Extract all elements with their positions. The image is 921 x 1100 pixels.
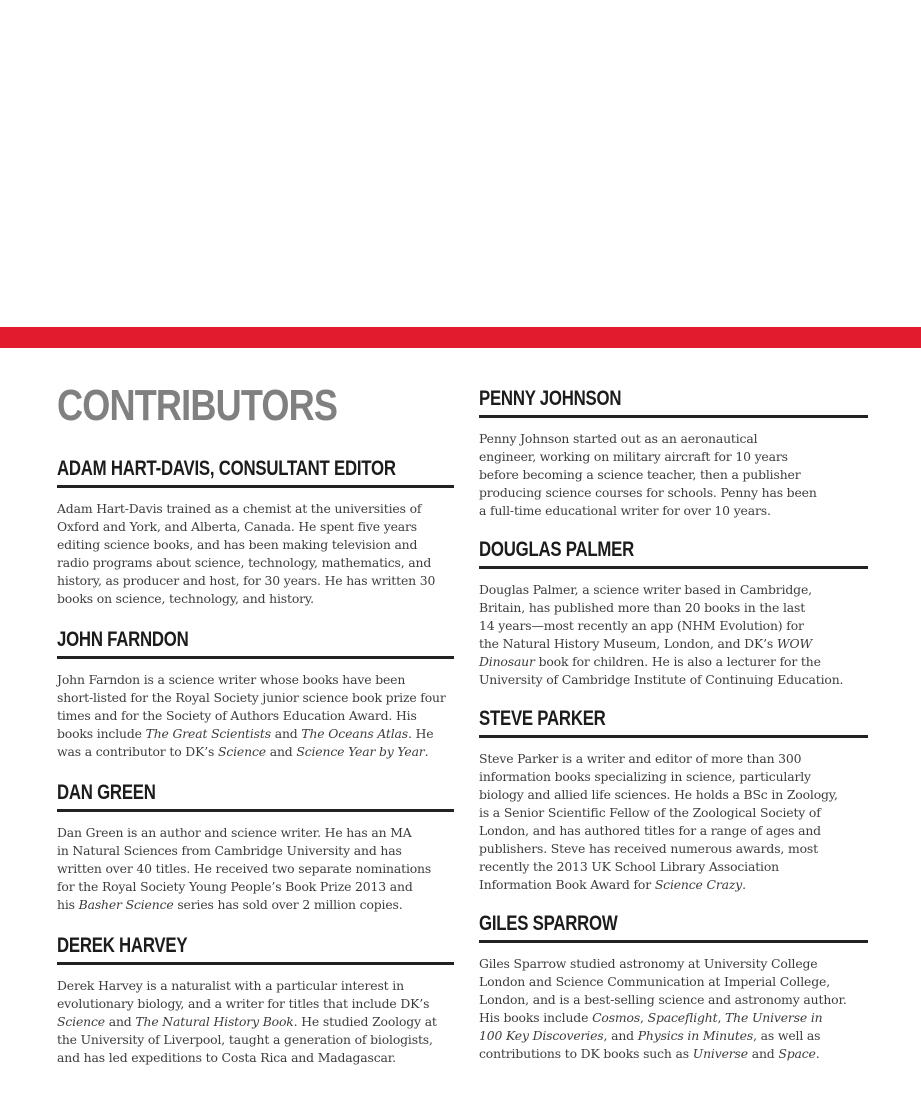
book-title-text: Science xyxy=(57,1014,105,1029)
bio-text: and has led expeditions to Costa Rica and Madagascar. xyxy=(57,1050,396,1065)
contributor-entry xyxy=(479,705,868,894)
bio-line xyxy=(57,590,454,608)
bio-text: before becoming a science teacher, then a publisher xyxy=(479,467,801,482)
contributor-bio xyxy=(57,824,454,914)
contributor-name: ADAM HART-DAVIS, CONSULTANT EDITOR xyxy=(57,457,396,480)
bio-text: the Natural History Museum, London, and DK’s xyxy=(479,636,777,651)
bio-line xyxy=(479,581,868,599)
contributor-entry xyxy=(479,536,868,689)
bio-text: history, as producer and host, for 30 years. He has written 30 xyxy=(57,573,436,588)
bio-text: times and for the Society of Authors Education Award. His xyxy=(57,708,417,723)
contributor-name: STEVE PARKER xyxy=(479,707,606,730)
bio-text: evolutionary biology, and a writer for titles that include DK’s xyxy=(57,996,430,1011)
bio-text: his xyxy=(57,897,79,912)
bio-line xyxy=(479,635,868,653)
contributor-entry xyxy=(57,779,454,914)
right-column xyxy=(479,385,868,1063)
heading-rule xyxy=(57,656,454,659)
contributor-name: DAN GREEN xyxy=(57,781,156,804)
bio-text: , xyxy=(640,1010,648,1025)
bio-text: . He studied Zoology at xyxy=(293,1014,437,1029)
bio-line xyxy=(479,955,868,973)
bio-text: editing science books, and has been making television and xyxy=(57,537,418,552)
bio-text: the University of Liverpool, taught a generation of biologists, xyxy=(57,1032,433,1047)
book-title-text: Universe xyxy=(692,1046,748,1061)
bio-line xyxy=(479,671,868,689)
bio-line xyxy=(479,822,868,840)
bio-text: and xyxy=(270,726,302,741)
bio-text: 14 years—most recently an app (NHM Evolution) for xyxy=(479,618,804,633)
bio-line xyxy=(57,572,454,590)
contributor-name: DOUGLAS PALMER xyxy=(479,538,634,561)
bio-line xyxy=(57,554,454,572)
bio-line xyxy=(479,466,868,484)
bio-text: was a contributor to DK’s xyxy=(57,744,218,759)
book-title-text: Dinosaur xyxy=(479,654,535,669)
bio-line xyxy=(57,860,454,878)
bio-text: , as well as xyxy=(753,1028,821,1043)
bio-line xyxy=(57,977,454,995)
bio-line xyxy=(57,842,454,860)
bio-text: . xyxy=(424,744,429,759)
bio-text: information books specializing in science, particularly xyxy=(479,769,811,784)
bio-text: Dan Green is an author and science writer. He has an MA xyxy=(57,825,412,840)
heading-rule xyxy=(479,940,868,943)
contributor-bio xyxy=(57,977,454,1067)
left-column xyxy=(57,455,454,1067)
bio-text: in Natural Sciences from Cambridge University and has xyxy=(57,843,402,858)
bio-line xyxy=(479,786,868,804)
contributor-entry xyxy=(57,455,454,608)
bio-text: books on science, technology, and history. xyxy=(57,591,314,606)
contributor-entry xyxy=(57,932,454,1067)
bio-text: , and xyxy=(603,1028,638,1043)
contributor-entry xyxy=(479,910,868,1063)
heading-rule xyxy=(479,735,868,738)
bio-text: Oxford and York, and Alberta, Canada. He spent five years xyxy=(57,519,417,534)
bio-text: recently the 2013 UK School Library Association xyxy=(479,859,779,874)
bio-line xyxy=(479,876,868,894)
bio-text: biology and allied life sciences. He holds a BSc in Zoology, xyxy=(479,787,838,802)
bio-line xyxy=(479,1009,868,1027)
bio-text: Derek Harvey is a naturalist with a particular interest in xyxy=(57,978,404,993)
bio-text: series has sold over 2 million copies. xyxy=(173,897,403,912)
bio-text: Penny Johnson started out as an aeronautical xyxy=(479,431,758,446)
bio-text: London and Science Communication at Imperial College, xyxy=(479,974,830,989)
bio-text: , xyxy=(717,1010,726,1025)
bio-text: London, and is a best-selling science and astronomy author. xyxy=(479,992,847,1007)
contributor-name: GILES SPARROW xyxy=(479,912,618,935)
bio-text: Giles Sparrow studied astronomy at University College xyxy=(479,956,818,971)
bio-line xyxy=(479,617,868,635)
book-title-text: Science Year by Year xyxy=(296,744,425,759)
contributor-bio xyxy=(479,955,868,1063)
red-header-band xyxy=(0,327,921,348)
bio-text: . xyxy=(742,877,746,892)
bio-line xyxy=(57,725,454,743)
bio-line xyxy=(479,599,868,617)
bio-line xyxy=(479,653,868,671)
bio-line xyxy=(479,430,868,448)
contributor-bio xyxy=(479,750,868,894)
bio-text: Information Book Award for xyxy=(479,877,655,892)
contributor-bio xyxy=(57,671,454,761)
bio-text: Adam Hart-Davis trained as a chemist at the universities of xyxy=(57,501,422,516)
bio-text: Steve Parker is a writer and editor of more than 300 xyxy=(479,751,802,766)
bio-text: publishers. Steve has received numerous awards, most xyxy=(479,841,818,856)
bio-text: written over 40 titles. He received two separate nominations xyxy=(57,861,432,876)
bio-text: . He xyxy=(408,726,434,741)
bio-line xyxy=(479,448,868,466)
bio-line xyxy=(479,1027,868,1045)
book-title-text: Space xyxy=(778,1046,816,1061)
bio-line xyxy=(57,824,454,842)
bio-text: producing science courses for schools. Penny has been xyxy=(479,485,817,500)
bio-line xyxy=(57,1049,454,1067)
bio-line xyxy=(479,750,868,768)
bio-line xyxy=(479,502,868,520)
bio-line xyxy=(57,500,454,518)
bio-line xyxy=(57,671,454,689)
contributor-name: JOHN FARNDON xyxy=(57,628,189,651)
book-title-text: The Universe in xyxy=(725,1010,823,1025)
heading-rule xyxy=(57,809,454,812)
bio-text: contributions to DK books such as xyxy=(479,1046,693,1061)
heading-rule xyxy=(57,485,454,488)
heading-rule xyxy=(479,415,868,418)
bio-text: radio programs about science, technology, mathematics, and xyxy=(57,555,432,570)
book-title-text: The Oceans Atlas xyxy=(301,726,408,741)
book-title-text: The Great Scientists xyxy=(145,726,271,741)
contributor-bio xyxy=(479,430,868,520)
bio-line xyxy=(57,689,454,707)
bio-line xyxy=(479,840,868,858)
contributor-bio xyxy=(479,581,868,689)
bio-text: John Farndon is a science writer whose books have been xyxy=(57,672,406,687)
bio-text: engineer, working on military aircraft for 10 years xyxy=(479,449,788,464)
book-title-text: 100 Key Discoveries xyxy=(479,1028,604,1043)
bio-line xyxy=(57,518,454,536)
book-title-text: Spaceflight xyxy=(647,1010,718,1025)
book-title-text: Science Crazy xyxy=(654,877,743,892)
book-title-text: WOW xyxy=(776,636,813,651)
book-title-text: Basher Science xyxy=(78,897,174,912)
bio-text: Douglas Palmer, a science writer based in Cambridge, xyxy=(479,582,812,597)
bio-line xyxy=(57,1013,454,1031)
bio-line xyxy=(57,878,454,896)
bio-text: books include xyxy=(57,726,146,741)
bio-text: short-listed for the Royal Society junior science book prize four xyxy=(57,690,446,705)
bio-line xyxy=(57,896,454,914)
book-title-text: Physics in Minutes xyxy=(637,1028,754,1043)
contributor-name: DEREK HARVEY xyxy=(57,934,188,957)
bio-text: His books include xyxy=(479,1010,593,1025)
bio-text: and xyxy=(265,744,297,759)
book-title-text: Cosmos xyxy=(592,1010,641,1025)
bio-line xyxy=(479,768,868,786)
bio-line xyxy=(57,995,454,1013)
bio-text: book for children. He is also a lecturer for the xyxy=(534,654,821,669)
bio-line xyxy=(479,973,868,991)
bio-text: . xyxy=(815,1046,820,1061)
bio-text: Britain, has published more than 20 books in the last xyxy=(479,600,806,615)
book-title-text: The Natural History Book xyxy=(135,1014,294,1029)
bio-text: University of Cambridge Institute of Continuing Education. xyxy=(479,672,844,687)
bio-line xyxy=(479,804,868,822)
bio-line xyxy=(57,707,454,725)
bio-text: for the Royal Society Young People’s Book Prize 2013 and xyxy=(57,879,413,894)
bio-line xyxy=(479,858,868,876)
heading-rule xyxy=(57,962,454,965)
bio-text: and xyxy=(747,1046,779,1061)
contributor-name: PENNY JOHNSON xyxy=(479,387,622,410)
contributor-entry xyxy=(479,385,868,520)
bio-line xyxy=(479,991,868,1009)
bio-text: and xyxy=(104,1014,136,1029)
bio-text: is a Senior Scientific Fellow of the Zoological Society of xyxy=(479,805,821,820)
contributor-bio xyxy=(57,500,454,608)
bio-text: London, and has authored titles for a range of ages and xyxy=(479,823,821,838)
contributor-entry xyxy=(57,626,454,761)
heading-rule xyxy=(479,566,868,569)
bio-line xyxy=(57,743,454,761)
bio-line xyxy=(57,1031,454,1049)
bio-line xyxy=(479,1045,868,1063)
bio-line xyxy=(57,536,454,554)
book-title-text: Science xyxy=(217,744,266,759)
bio-text: a full-time educational writer for over 10 years. xyxy=(479,503,771,518)
bio-line xyxy=(479,484,868,502)
page-title: CONTRIBUTORS xyxy=(57,381,338,430)
